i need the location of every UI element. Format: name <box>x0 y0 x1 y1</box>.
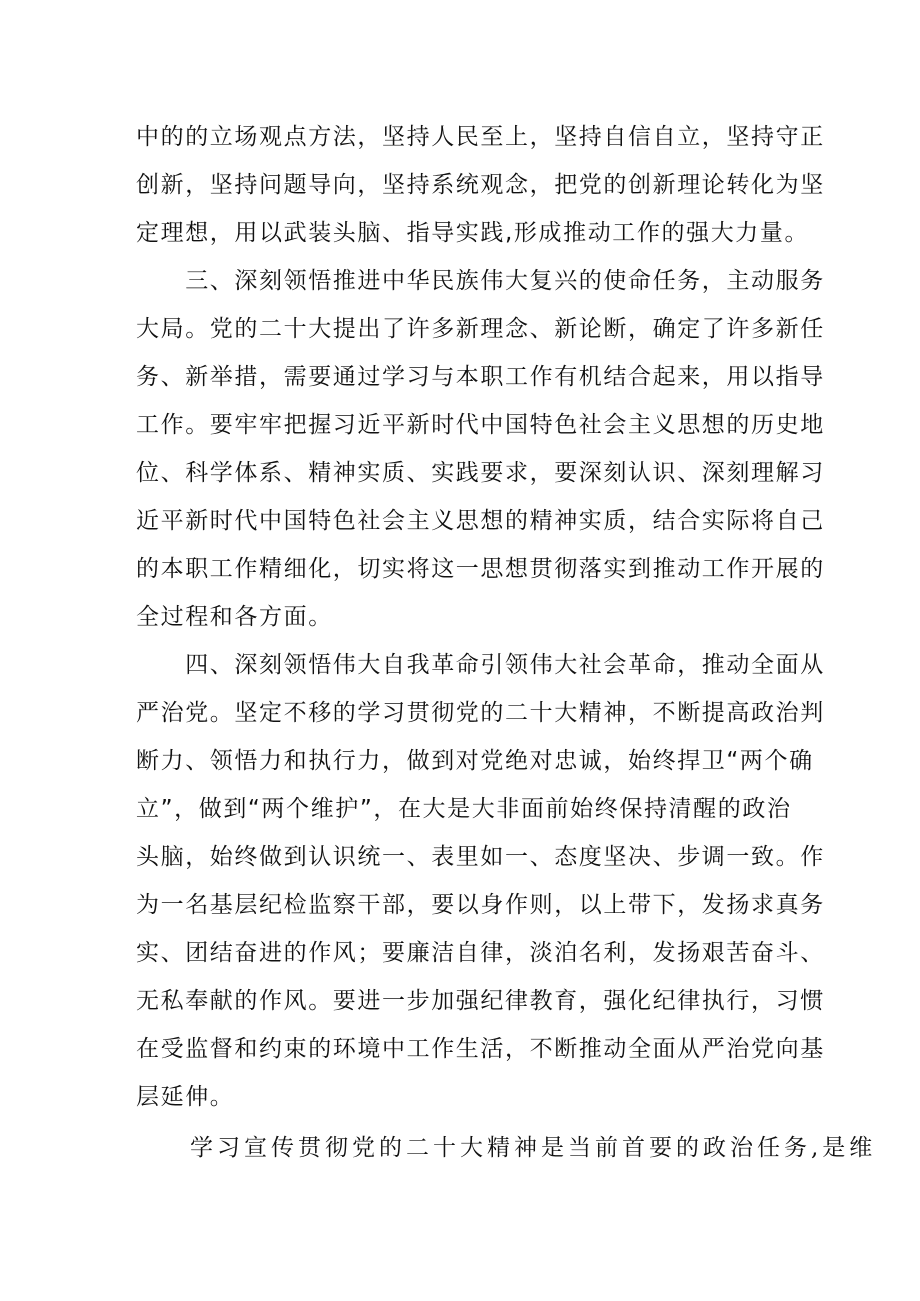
text-line: 为一名基层纪检监察干部，要以身作则，以上带下，发扬求真务 <box>136 892 825 918</box>
text-line: 中的的立场观点方法，坚持人民至上，坚持自信自立，坚持守正 <box>136 124 825 150</box>
text-line: 的本职工作精细化，切实将这一思想贯彻落实到推动工作开展的 <box>136 556 825 582</box>
text-line: 近平新时代中国特色社会主义思想的精神实质，结合实际将自己 <box>136 508 825 534</box>
text-line: 四、深刻领悟伟大自我革命引领伟大社会革命，推动全面从 <box>136 652 825 678</box>
paragraph-continuation <box>136 113 825 257</box>
text-line: 三、深刻领悟推进中华民族伟大复兴的使命任务，主动服务 <box>136 268 825 294</box>
section-three-paragraph <box>136 257 825 641</box>
text-line: 大局。党的二十大提出了许多新理念、新论断，确定了许多新任 <box>136 316 825 342</box>
text-line: 实、团结奋进的作风；要廉洁自律，淡泊名利，发扬艰苦奋斗、 <box>136 940 825 966</box>
text-line: 无私奉献的作风。要进一步加强纪律教育，强化纪律执行，习惯 <box>136 988 825 1014</box>
text-line: 位、科学体系、精神实质、实践要求，要深刻认识、深刻理解习 <box>136 460 825 486</box>
text-line: 创新，坚持问题导向，坚持系统观念，把党的创新理论转化为坚 <box>136 172 825 198</box>
closing-paragraph-fragment <box>136 1124 877 1172</box>
text-line: 严治党。坚定不移的学习贯彻党的二十大精神，不断提高政治判 <box>136 700 825 726</box>
section-four-paragraph <box>136 641 825 1121</box>
text-line: 定理想，用以武装头脑、指导实践,形成推动工作的强大力量。 <box>136 220 810 246</box>
text-line: 立”，做到“两个维护”，在大是大非面前始终保持清醒的政治 <box>136 796 792 822</box>
text-line: 务、新举措，需要通过学习与本职工作有机结合起来，用以指导 <box>136 364 825 390</box>
text-line: 学习宣传贯彻党的二十大精神是当前首要的政治任务,是维 <box>136 1135 877 1161</box>
text-line: 断力、领悟力和执行力，做到对党绝对忠诚，始终捍卫“两个确 <box>136 748 814 774</box>
text-line: 在受监督和约束的环境中工作生活，不断推动全面从严治党向基 <box>136 1036 825 1062</box>
text-line: 全过程和各方面。 <box>136 604 333 630</box>
text-line: 工作。要牢牢把握习近平新时代中国特色社会主义思想的历史地 <box>136 412 825 438</box>
text-line: 头脑，始终做到认识统一、表里如一、态度坚决、步调一致。作 <box>136 844 825 870</box>
text-line: 层延伸。 <box>136 1084 235 1110</box>
